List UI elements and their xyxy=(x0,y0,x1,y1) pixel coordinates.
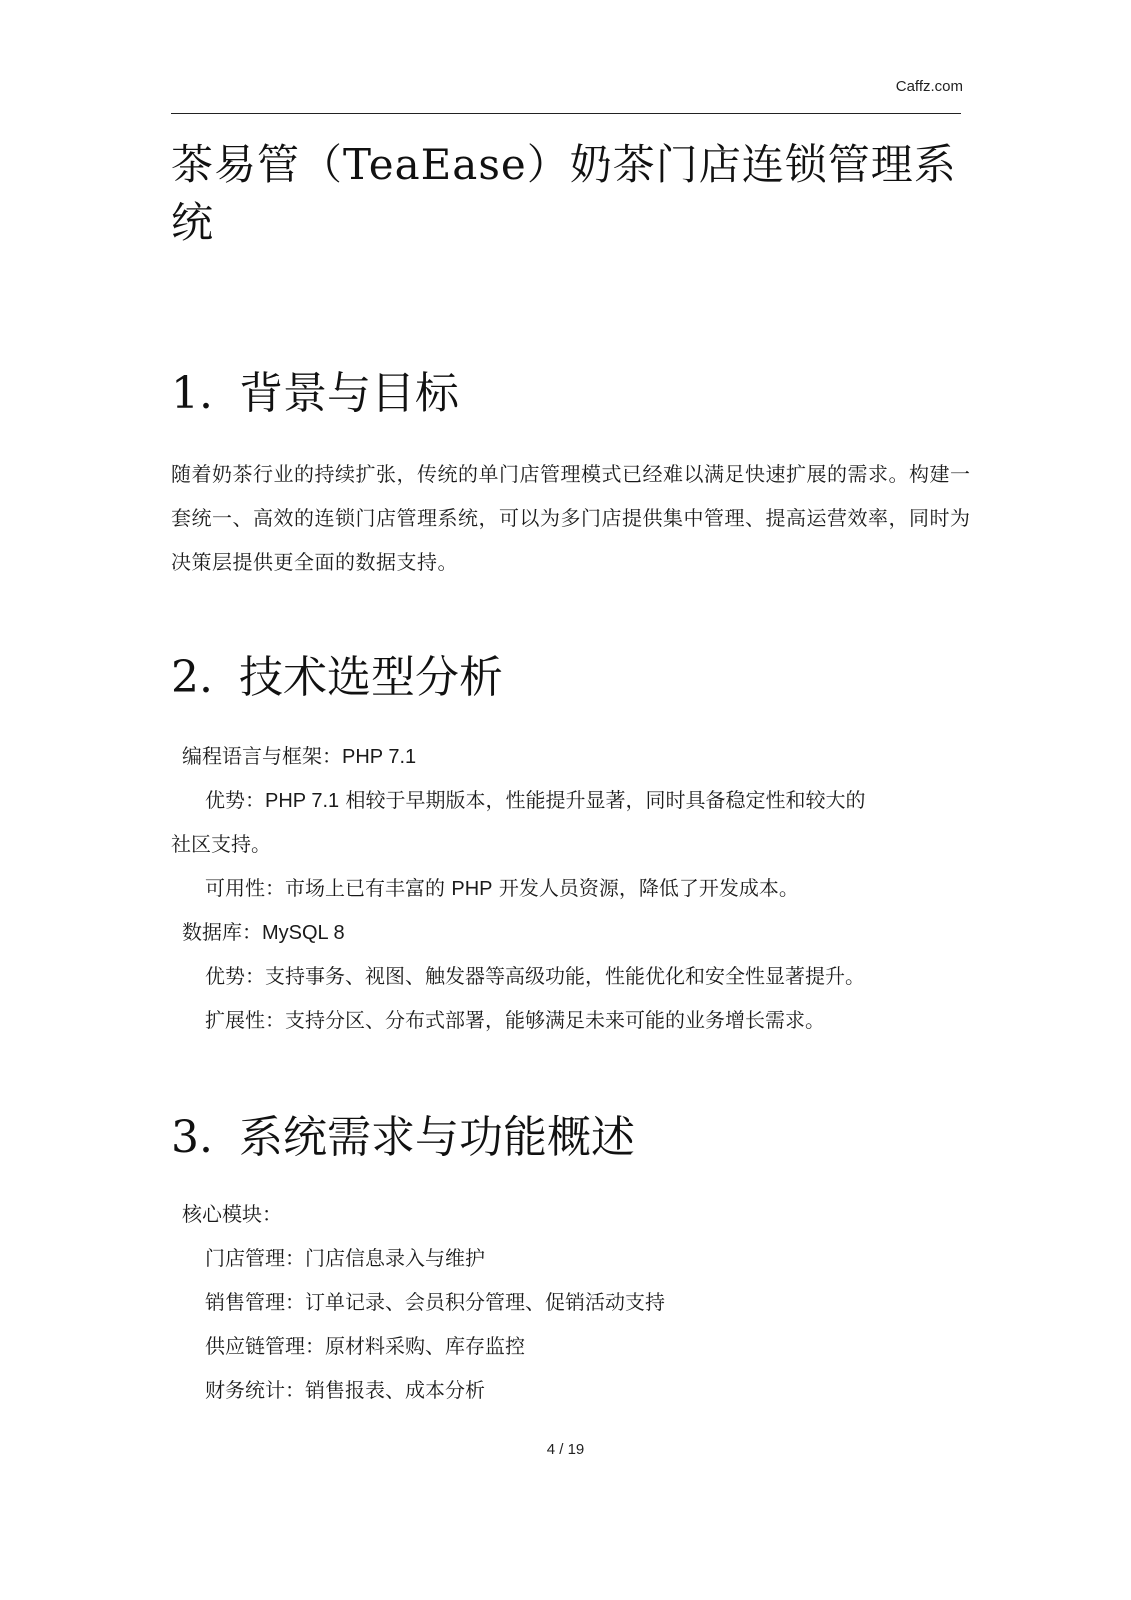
section-3-number: 3. xyxy=(171,1112,213,1163)
availability-text-a: 市场上已有丰富的 xyxy=(285,876,452,900)
section-2-number: 2. xyxy=(171,652,213,703)
language-value: PHP 7.1 xyxy=(342,746,417,768)
module-supply-chain: 供应链管理：原材料采购、库存监控 xyxy=(205,1334,525,1358)
availability-php: PHP xyxy=(451,878,493,900)
section-1-paragraph: 随着奶茶行业的持续扩张，传统的单门店管理模式已经难以满足快速扩展的需求。构建一套统一、高效的连锁门店管理系统，可以为多门店提供集中管理、提高运营效率，同时为决策层提供更全面的数据支持。 xyxy=(171,462,971,574)
module-sales-management: 销售管理：订单记录、会员积分管理、促销活动支持 xyxy=(205,1290,665,1314)
database-label: 数据库： xyxy=(182,920,262,944)
availability-label: 可用性： xyxy=(205,876,285,900)
availability-text-b: 开发人员资源，降低了开发成本。 xyxy=(492,876,799,900)
module-finance-statistics: 财务统计：销售报表、成本分析 xyxy=(205,1378,485,1402)
document-title: 茶易管（TeaEase）奶茶门店连锁管理系统 xyxy=(171,140,957,247)
section-2-heading xyxy=(171,650,503,706)
section-1-title: 背景与目标 xyxy=(239,368,459,419)
section-1-heading xyxy=(171,366,459,422)
php-advantage-continuation: 社区支持。 xyxy=(171,832,271,856)
section-2-title: 技术选型分析 xyxy=(239,652,503,703)
mysql-advantage-line: 优势：支持事务、视图、触发器等高级功能，性能优化和安全性显著提升。 xyxy=(205,964,865,988)
section-3-title: 系统需求与功能概述 xyxy=(239,1112,635,1163)
database-value: MySQL 8 xyxy=(262,922,345,944)
database-line xyxy=(182,910,345,955)
header-site-name: Caffz.com xyxy=(895,78,963,95)
page-number: 4 / 19 xyxy=(546,1441,585,1458)
php-advantage-text: 相较于早期版本，性能提升显著，同时具备稳定性和较大的 xyxy=(339,788,866,812)
core-modules-label: 核心模块： xyxy=(182,1202,282,1226)
section-3-heading xyxy=(171,1110,635,1166)
language-label: 编程语言与框架： xyxy=(182,744,342,768)
section-1-number: 1. xyxy=(171,368,213,419)
php-advantage-label: 优势： xyxy=(205,788,265,812)
header-rule xyxy=(171,113,961,114)
module-store-management: 门店管理：门店信息录入与维护 xyxy=(205,1246,485,1270)
php-advantage-line xyxy=(205,778,865,823)
php-version: PHP 7.1 xyxy=(265,790,340,812)
mysql-scalability-line: 扩展性：支持分区、分布式部署，能够满足未来可能的业务增长需求。 xyxy=(205,1008,825,1032)
php-availability-line xyxy=(205,866,799,911)
language-framework-line xyxy=(182,734,416,779)
